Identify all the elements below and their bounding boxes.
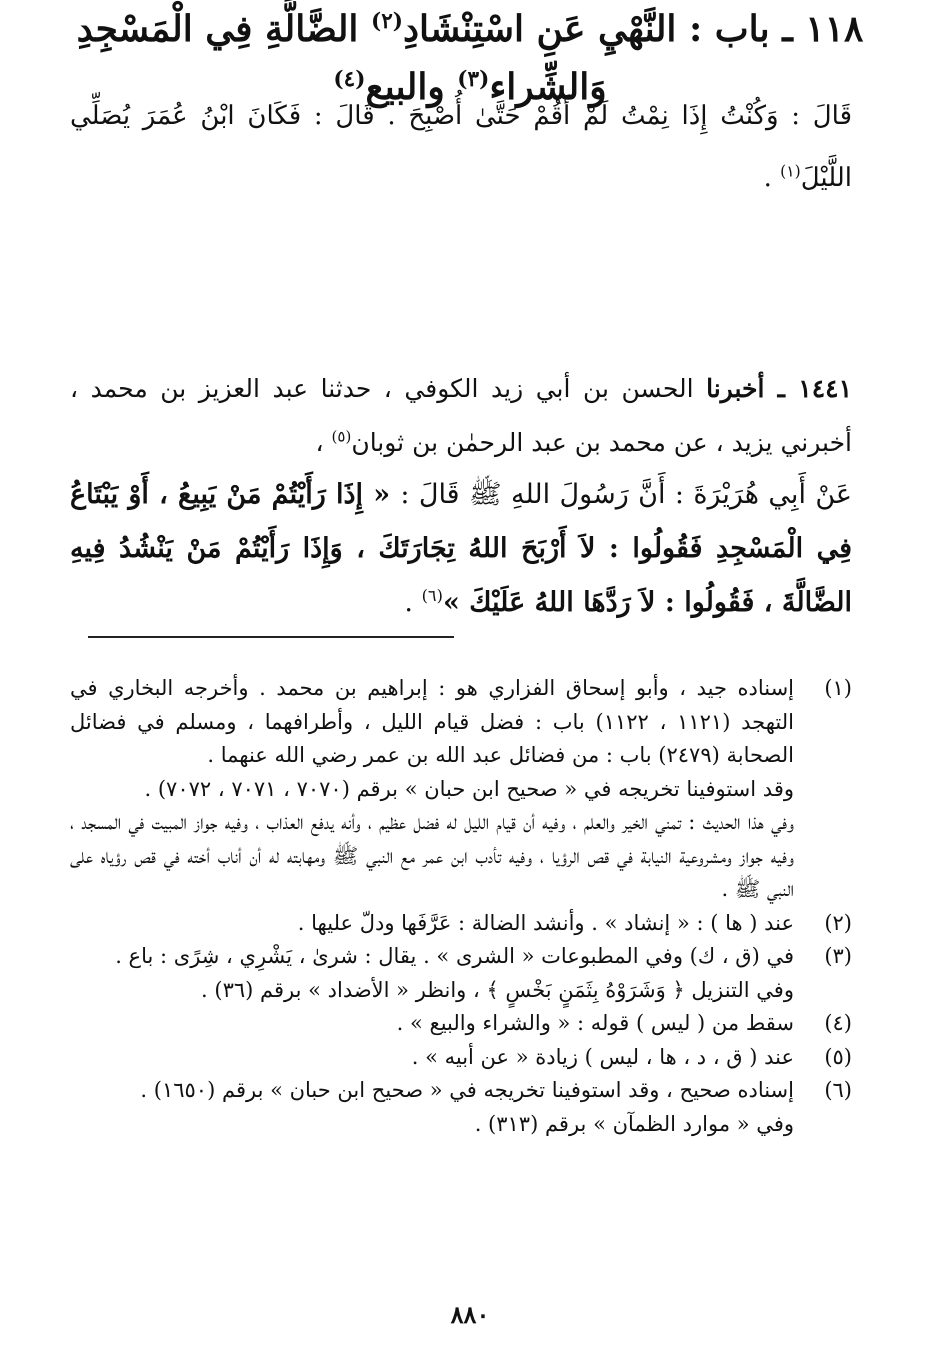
hadith-isnad — [70, 362, 852, 470]
footnote-2 — [70, 907, 852, 941]
hadith-number: ١٤٤١ ـ أخبرنا — [706, 374, 853, 403]
isnad-end: ، — [315, 428, 332, 457]
footnote-marker: (٤) — [333, 67, 366, 92]
footnote-line: عند ( ق ، د ، ها ، ليس ) زيادة « عن أبيه » . — [411, 1044, 794, 1069]
matn-text: « إِذَا رَأَيْتُمْ مَنْ يَبِيعُ ، أَوْ يَبْتَاعُ فِي الْمَسْجِدِ فَقُولُوا : لاَ أَرْبَحَ اللهُ تِجَارَتَكَ ، وَإِذَا رَأَيْتُمْ مَنْ يَنْشُدُ فِيهِ الضَّالَّةَ ، فَقُولُوا : لاَ رَدَّهَا اللهُ عَلَيْكَ » — [70, 479, 852, 618]
footnote-line: وفي « موارد الظمآن » برقم (٣١٣) . — [474, 1111, 794, 1136]
hadith-matn — [70, 468, 852, 630]
footnote-line: وفي هذا الحديث : تمني الخير والعلم ، وفيه أن قيام الليل له فضل عظيم ، وأنه يدفع العذاب ، وفيه جواز المبيت في المسجد ، وفيه جواز ومشروعية النيابة في قص الرؤيا ، وفيه تأدب ابن عمر مع النبي ﷺ ومهابته له أن أناب أخته في قص رؤياه على النبي ﷺ . — [70, 810, 794, 901]
footnote-line: وفي التنزيل ﴿ وَشَرَوْهُ بِثَمَنٍ بَخْسٍ ﴾ ، وانظر « الأضداد » برقم (٣٦) . — [201, 977, 794, 1002]
footnote-text — [70, 672, 794, 907]
footnote-text — [70, 1074, 794, 1141]
footnote-4 — [70, 1007, 852, 1041]
footnote-number: (١) — [824, 676, 852, 700]
footnote-number: (٣) — [824, 944, 852, 968]
footnote-text — [70, 1041, 794, 1075]
footnote-marker: (٣) — [457, 67, 490, 92]
intro-paragraph — [70, 85, 852, 209]
footnote-line: وقد استوفينا تخريجه في « صحيح ابن حبان » برقم (٧٠٧٠ ، ٧٠٧١ ، ٧٠٧٢) . — [144, 776, 794, 801]
footnote-5 — [70, 1041, 852, 1075]
footnote-number: (٤) — [824, 1011, 852, 1035]
footnote-1 — [70, 672, 852, 907]
footnote-text — [70, 1007, 794, 1041]
footnote-marker: (٢) — [370, 9, 404, 34]
page-number: ٨٨٠ — [450, 1300, 490, 1329]
footnote-marker: (٥) — [331, 427, 352, 446]
footnote-marker: (٦) — [421, 586, 443, 605]
footnotes — [70, 672, 852, 1141]
chapter-number: ١١٨ ـ باب : — [688, 8, 864, 50]
footnote-line: إسناده صحيح ، وقد استوفينا تخريجه في « صحيح ابن حبان » برقم (١٦٥٠) . — [140, 1078, 794, 1102]
footnote-number: (٥) — [824, 1044, 852, 1069]
chapter-title-part1: النَّهْيِ عَنِ اسْتِنْشَادِ — [403, 8, 677, 50]
chapter-title-part3: والبيع — [365, 66, 445, 108]
chapter-title-part2: الضَّالَّةِ فِي الْمَسْجِدِ وَالشِّراء — [76, 8, 607, 108]
matn-end: . — [404, 587, 422, 618]
footnote-line: عند ( ها ) : « إنشاد » . وأنشد الضالة : عَرَّفَها ودلّ عليها . — [297, 910, 794, 935]
footnote-6 — [70, 1074, 852, 1141]
footnote-line: إسناده جيد ، وأبو إسحاق الفزاري هو : إبراهيم بن محمد . وأخرجه البخاري في التهجد (١١٢١ ، ١١٢٢) باب : فضل قيام الليل ، وأطرافهما ، ومسلم في فضائل الصحابة (٢٤٧٩) باب : من فضائل عبد الله بن عمر رضي الله عنهما . — [70, 676, 794, 767]
footnote-line: في (ق ، ك) وفي المطبوعات « الشرى » . يقال : شرىٰ ، يَشْرِي ، شِرًى : باع . — [115, 944, 794, 968]
footnote-number: (٦) — [824, 1078, 852, 1102]
footnote-marker: (١) — [780, 162, 801, 181]
intro-text: قَالَ : وَكُنْتُ إِذَا نِمْتُ لَمْ أَقُمْ حَتَّىٰ أُصْبِحَ . قَالَ : فَكَانَ ابْنُ عُمَرَ يُصَلِّي اللَّيْلَ — [70, 101, 852, 193]
footnote-text — [70, 940, 794, 1007]
intro-end: . — [763, 163, 781, 193]
footnote-line: سقط من ( ليس ) قوله : « والشراء والبيع » . — [396, 1011, 794, 1035]
footnote-divider — [88, 636, 454, 638]
footnote-number: (٢) — [824, 910, 852, 935]
isnad-text: الحسن بن أبي زيد الكوفي ، حدثنا عبد العزيز بن محمد ، أخبرني يزيد ، عن محمد بن عبد الرحمٰن بن ثوبان — [70, 374, 852, 457]
footnote-text — [70, 907, 794, 941]
narrator-text: عَنْ أَبِي هُرَيْرَةَ : أَنَّ رَسُولَ اللهِ ﷺ قَالَ : — [400, 479, 852, 510]
footnote-3 — [70, 940, 852, 1007]
